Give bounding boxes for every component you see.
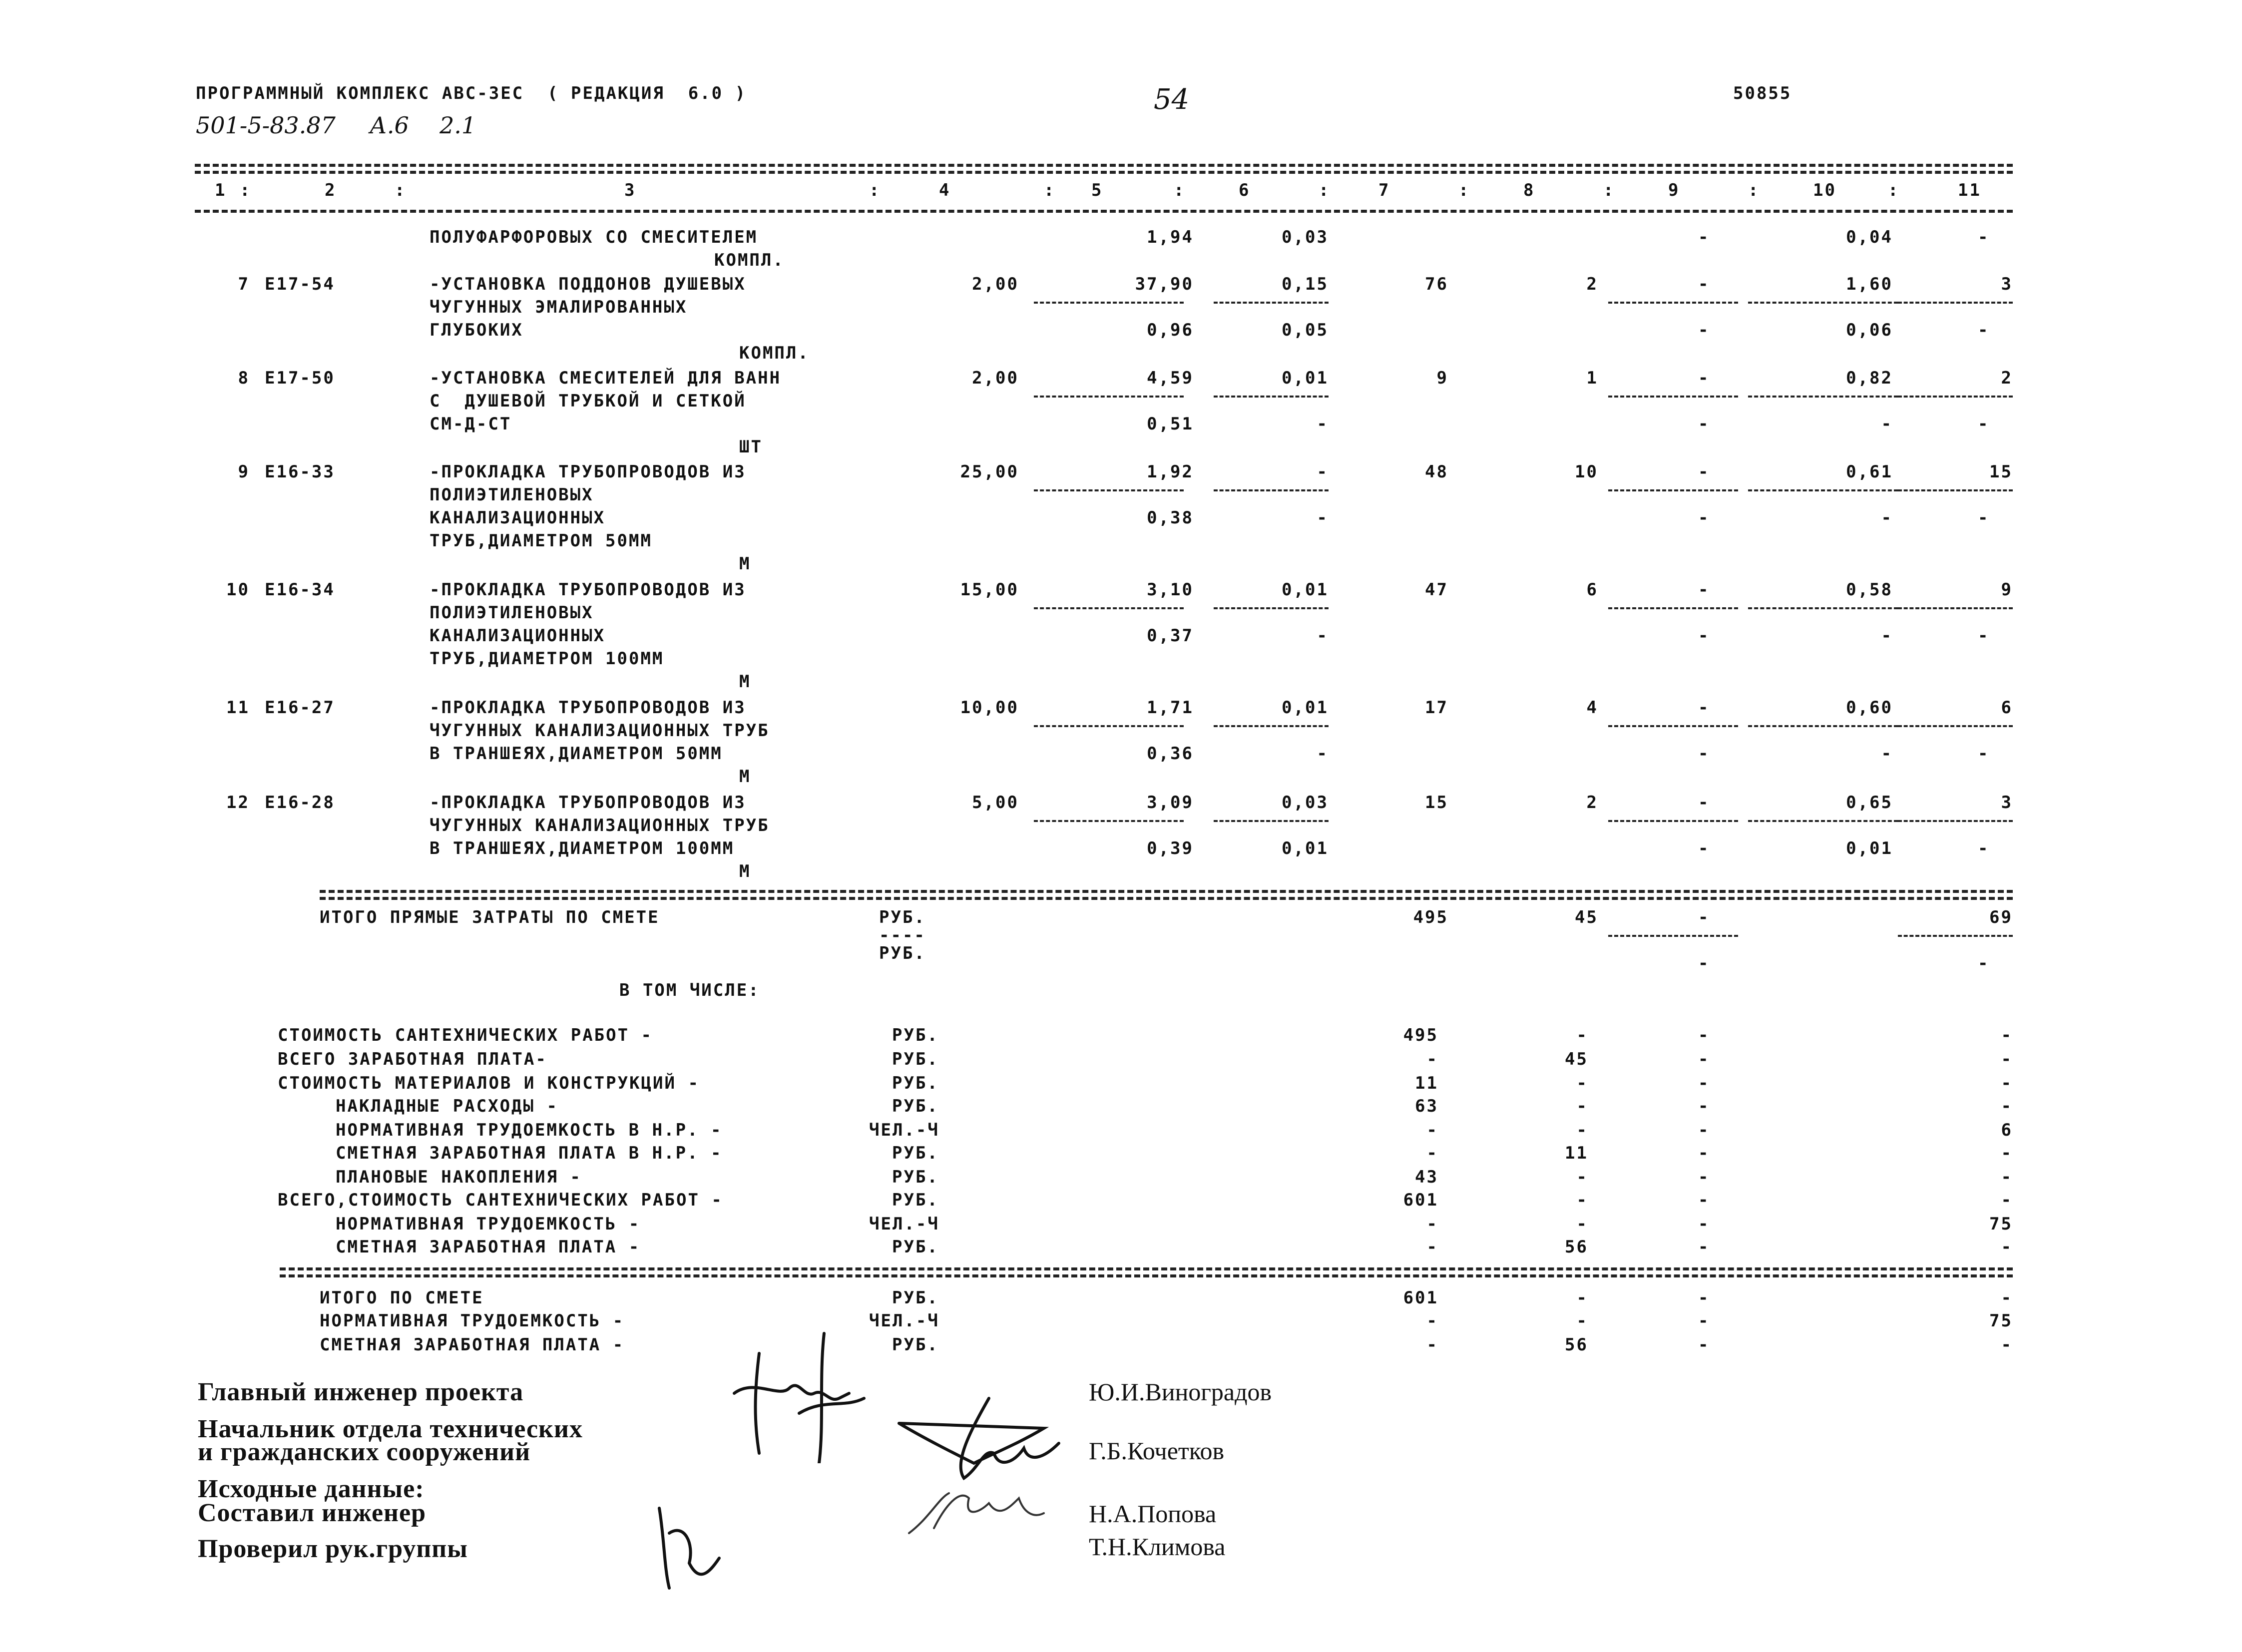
compiled-name: Н.А.Попова — [1089, 1500, 1217, 1528]
cell-c10-wage: - — [1881, 744, 1893, 764]
total-item-c11: - — [2001, 1143, 2013, 1163]
column-header-8: 8 — [1523, 180, 1535, 200]
source-data-label: Исходные данные: — [198, 1475, 425, 1503]
cell-c6-wage: 0,05 — [1282, 320, 1329, 340]
total-item-c11: - — [2001, 1073, 2013, 1093]
final-total-unit: ЧЕЛ.-Ч — [869, 1311, 939, 1331]
column-header-3: 3 — [624, 180, 636, 200]
final-total-c9: - — [1698, 1288, 1710, 1308]
total-item-c7: 495 — [1403, 1025, 1438, 1045]
cell-c5-total: 37,90 — [1135, 274, 1194, 294]
signature-chief-engineer — [724, 1323, 874, 1463]
cell-c10-wage: - — [1881, 626, 1893, 646]
cell-c10-wage: - — [1881, 414, 1893, 434]
table-header-rule — [195, 210, 2013, 213]
cell-c6-total: 0,01 — [1282, 368, 1329, 388]
row-description-line: ЧУГУННЫХ КАНАЛИЗАЦИОННЫХ ТРУБ — [430, 721, 770, 741]
direct-c8: 45 — [1575, 907, 1598, 927]
cell-c7: 15 — [1425, 793, 1448, 813]
row-unit: М — [739, 672, 751, 692]
column-separator: : — [1748, 180, 1760, 200]
cell-c11: - — [1978, 227, 1990, 247]
cell-c8: 6 — [1586, 580, 1598, 600]
cell-c6-total: 0,03 — [1282, 793, 1329, 813]
total-item-unit: РУБ. — [892, 1096, 939, 1116]
cell-c5: 1,94 — [1147, 227, 1194, 247]
total-item-label: НАКЛАДНЫЕ РАСХОДЫ - — [336, 1096, 558, 1116]
total-item-unit: РУБ. — [892, 1190, 939, 1210]
cell-c8: 4 — [1586, 698, 1598, 718]
total-item-c7: - — [1426, 1143, 1438, 1163]
total-item-c11: 6 — [2001, 1120, 2013, 1140]
dashed-separator — [1748, 820, 1898, 822]
total-item-c7: 601 — [1403, 1190, 1438, 1210]
cell-c5-wage: 0,37 — [1147, 626, 1194, 646]
cell-c7: 9 — [1436, 368, 1448, 388]
dashed-separator — [1898, 489, 2013, 491]
total-item-c7: - — [1426, 1237, 1438, 1257]
direct-c9-second: - — [1698, 953, 1710, 973]
total-item-c8: - — [1576, 1167, 1588, 1187]
direct-c11-second: - — [1978, 953, 1990, 973]
total-item-c8: - — [1576, 1190, 1588, 1210]
including-label: В ТОМ ЧИСЛЕ: — [619, 980, 760, 1000]
final-total-c7: - — [1426, 1311, 1438, 1331]
dashed-separator — [1214, 725, 1329, 727]
dashed-separator — [1034, 820, 1184, 822]
dashed-separator — [1034, 725, 1184, 727]
cell-c5-wage: 0,38 — [1147, 508, 1194, 528]
cell-c5-wage: 0,51 — [1147, 414, 1194, 434]
total-item-c8: - — [1576, 1025, 1588, 1045]
chief-engineer-name: Ю.И.Виноградов — [1089, 1378, 1272, 1406]
cell-c8: 10 — [1575, 462, 1598, 482]
totals-rule — [320, 890, 2013, 893]
cell-c6-total: 0,15 — [1282, 274, 1329, 294]
cell-c9-wage: - — [1698, 626, 1710, 646]
row-description-line: ТРУБ,ДИАМЕТРОМ 100ММ — [430, 649, 664, 669]
column-header-4: 4 — [939, 180, 951, 200]
final-rule — [280, 1267, 2013, 1270]
total-item-unit: РУБ. — [892, 1237, 939, 1257]
row-description-line: В ТРАНШЕЯХ,ДИАМЕТРОМ 100ММ — [430, 838, 735, 858]
row-unit: КОМПЛ. — [739, 343, 810, 363]
row-unit: М — [739, 861, 751, 881]
column-header-10: 10 — [1813, 180, 1836, 200]
cell-c6-total: 0,01 — [1282, 698, 1329, 718]
dashed-separator — [1898, 396, 2013, 398]
direct-costs-unit-2: РУБ. — [879, 943, 926, 963]
cell-qty: 2,00 — [972, 368, 1019, 388]
row-number: 8 — [238, 368, 250, 388]
cell-c9-wage: - — [1698, 414, 1710, 434]
cell-c5-total: 1,71 — [1147, 698, 1194, 718]
cell-c6-wage: 0,01 — [1282, 838, 1329, 858]
column-separator: : — [240, 180, 252, 200]
row-unit: М — [739, 767, 751, 787]
cell-c9-total: - — [1698, 274, 1710, 294]
cell-c7: 17 — [1425, 698, 1448, 718]
total-item-unit: РУБ. — [892, 1049, 939, 1069]
album-number: А.6 — [370, 112, 409, 139]
dashed-separator — [1748, 396, 1898, 398]
column-header-11: 11 — [1958, 180, 1981, 200]
cell-qty: 25,00 — [960, 462, 1019, 482]
total-item-unit: РУБ. — [892, 1025, 939, 1045]
table-top-rule-2 — [195, 171, 2013, 174]
dashed-separator — [1034, 302, 1184, 304]
row-description-line: ПОЛИЭТИЛЕНОВЫХ — [430, 603, 594, 623]
row-number: 7 — [238, 274, 250, 294]
dashed-separator — [1748, 302, 1898, 304]
cell-c11-wage: - — [1978, 508, 1990, 528]
cell-c6-wage: - — [1317, 508, 1329, 528]
total-item-label: ВСЕГО ЗАРАБОТНАЯ ПЛАТА- — [278, 1049, 547, 1069]
column-header-2: 2 — [325, 180, 337, 200]
column-header-9: 9 — [1668, 180, 1680, 200]
dashed-separator — [1034, 607, 1184, 609]
cell-c9-wage: - — [1698, 508, 1710, 528]
final-total-c11: - — [2001, 1288, 2013, 1308]
cell-c10-wage: - — [1881, 508, 1893, 528]
cell-qty: 2,00 — [972, 274, 1019, 294]
row-code: Е17-50 — [265, 368, 335, 388]
dashed-separator — [1898, 725, 2013, 727]
dashed-separator — [1214, 396, 1329, 398]
compiled-title: Составил инженер — [198, 1499, 427, 1527]
cell-c7: 47 — [1425, 580, 1448, 600]
cell-c11: 3 — [2001, 793, 2013, 813]
row-code: Е16-28 — [265, 793, 335, 813]
dashed-separator — [1608, 820, 1738, 822]
dashed-separator — [1898, 820, 2013, 822]
dashed-separator — [1608, 396, 1738, 398]
dashed-separator — [1748, 725, 1898, 727]
total-item-c9: - — [1698, 1143, 1710, 1163]
dashed-separator — [1214, 489, 1329, 491]
dept-head-title-2: и гражданских сооружений — [198, 1438, 531, 1466]
direct-costs-unit: РУБ. — [879, 907, 926, 927]
cell-c11: 15 — [1989, 462, 2013, 482]
cell-c6-total: - — [1317, 462, 1329, 482]
direct-c11: 69 — [1989, 907, 2013, 927]
total-item-c8: 56 — [1565, 1237, 1588, 1257]
total-item-c9: - — [1698, 1120, 1710, 1140]
chief-engineer-title: Главный инженер проекта — [198, 1378, 524, 1406]
totals-rule-2 — [320, 897, 2013, 900]
dashed-separator — [1608, 489, 1738, 491]
row-description-line: -ПРОКЛАДКА ТРУБОПРОВОДОВ ИЗ — [430, 580, 746, 600]
cell-qty: 15,00 — [960, 580, 1019, 600]
total-item-c8: - — [1576, 1120, 1588, 1140]
row-description-line: -ПРОКЛАДКА ТРУБОПРОВОДОВ ИЗ — [430, 462, 746, 482]
total-item-c7: - — [1426, 1214, 1438, 1234]
row-description-line: С ДУШЕВОЙ ТРУБКОЙ И СЕТКОЙ — [430, 391, 746, 411]
cell-c5-wage: 0,36 — [1147, 744, 1194, 764]
row-code: Е16-33 — [265, 462, 335, 482]
signature-dept-head — [894, 1393, 1084, 1488]
total-item-label: ВСЕГО,СТОИМОСТЬ САНТЕХНИЧЕСКИХ РАБОТ - — [278, 1190, 723, 1210]
row-description-line: КАНАЛИЗАЦИОННЫХ — [430, 626, 606, 646]
cell-c7: 48 — [1425, 462, 1448, 482]
cell-c10-total: 0,58 — [1846, 580, 1893, 600]
page-number: 54 — [1154, 83, 1190, 116]
cell-c6: 0,03 — [1282, 227, 1329, 247]
signature-checker — [649, 1498, 729, 1593]
total-item-c9: - — [1698, 1096, 1710, 1116]
cell-c9-wage: - — [1698, 320, 1710, 340]
total-item-c8: - — [1576, 1073, 1588, 1093]
total-item-label: ПЛАНОВЫЕ НАКОПЛЕНИЯ - — [336, 1167, 582, 1187]
total-item-c7: - — [1426, 1120, 1438, 1140]
total-item-c11: - — [2001, 1096, 2013, 1116]
total-item-c8: 11 — [1565, 1143, 1588, 1163]
final-total-unit: РУБ. — [892, 1335, 939, 1355]
cell-c11: 6 — [2001, 698, 2013, 718]
total-item-c8: - — [1576, 1096, 1588, 1116]
total-item-c7: - — [1426, 1049, 1438, 1069]
cell-c9-total: - — [1698, 698, 1710, 718]
final-total-c11: 75 — [1989, 1311, 2013, 1331]
cell-c9-total: - — [1698, 368, 1710, 388]
dashed-separator — [1214, 302, 1329, 304]
row-number: 11 — [226, 698, 250, 718]
cell-c11-wage: - — [1978, 626, 1990, 646]
row-code: Е16-34 — [265, 580, 335, 600]
final-total-c9: - — [1698, 1311, 1710, 1331]
cell-c6-wage: - — [1317, 414, 1329, 434]
cell-c11: 2 — [2001, 368, 2013, 388]
cell-c9-wage: - — [1698, 838, 1710, 858]
total-item-c11: - — [2001, 1167, 2013, 1187]
total-item-label: СМЕТНАЯ ЗАРАБОТНАЯ ПЛАТА - — [336, 1237, 641, 1257]
cell-c10-total: 0,82 — [1846, 368, 1893, 388]
cell-c9-total: - — [1698, 462, 1710, 482]
column-separator: : — [1319, 180, 1331, 200]
row-description-line: -УСТАНОВКА ПОДДОНОВ ДУШЕВЫХ — [430, 274, 746, 294]
column-separator: : — [1044, 180, 1056, 200]
column-separator: : — [869, 180, 881, 200]
dept-head-name: Г.Б.Кочетков — [1089, 1437, 1225, 1465]
doc-number: 50855 — [1733, 83, 1792, 103]
direct-costs-unit-separator: ---- — [879, 925, 926, 945]
cell-qty: 5,00 — [972, 793, 1019, 813]
checked-title: Проверил рук.группы — [198, 1535, 468, 1563]
cell-c7: 76 — [1425, 274, 1448, 294]
cell-c9: - — [1698, 227, 1710, 247]
total-item-label: НОРМАТИВНАЯ ТРУДОЕМКОСТЬ - — [336, 1214, 641, 1234]
total-item-c8: 45 — [1565, 1049, 1588, 1069]
cell-c9-wage: - — [1698, 744, 1710, 764]
direct-costs-label: ИТОГО ПРЯМЫЕ ЗАТРАТЫ ПО СМЕТЕ — [320, 907, 660, 927]
cell-c8: 2 — [1586, 793, 1598, 813]
column-separator: : — [395, 180, 407, 200]
cell-c8: 1 — [1586, 368, 1598, 388]
cell-c6-total: 0,01 — [1282, 580, 1329, 600]
cell-c11: 3 — [2001, 274, 2013, 294]
column-separator: : — [1603, 180, 1615, 200]
final-rule-2 — [280, 1274, 2013, 1277]
total-item-label: СТОИМОСТЬ МАТЕРИАЛОВ И КОНСТРУКЦИЙ - — [278, 1073, 700, 1093]
dashed-separator — [1898, 607, 2013, 609]
cell-c5-total: 3,10 — [1147, 580, 1194, 600]
cell-c8: 2 — [1586, 274, 1598, 294]
row-description-line: -ПРОКЛАДКА ТРУБОПРОВОДОВ ИЗ — [430, 698, 746, 718]
direct-c9: - — [1698, 907, 1710, 927]
dashed-separator — [1898, 302, 2013, 304]
final-total-label: НОРМАТИВНАЯ ТРУДОЕМКОСТЬ - — [320, 1311, 625, 1331]
cell-c5-wage: 0,39 — [1147, 838, 1194, 858]
column-header-7: 7 — [1378, 180, 1390, 200]
cell-c5-total: 3,09 — [1147, 793, 1194, 813]
total-item-c9: - — [1698, 1214, 1710, 1234]
total-item-c11: - — [2001, 1237, 2013, 1257]
row-unit: ШТ — [739, 437, 763, 457]
total-item-c9: - — [1698, 1167, 1710, 1187]
cell-c9-total: - — [1698, 793, 1710, 813]
final-total-unit: РУБ. — [892, 1288, 939, 1308]
cell-c6-wage: - — [1317, 626, 1329, 646]
final-total-c8: - — [1576, 1288, 1588, 1308]
total-item-unit: РУБ. — [892, 1167, 939, 1187]
cell-c11-wage: - — [1978, 320, 1990, 340]
row-number: 9 — [238, 462, 250, 482]
total-item-unit: ЧЕЛ.-Ч — [869, 1120, 939, 1140]
row-description-line: -УСТАНОВКА СМЕСИТЕЛЕЙ ДЛЯ ВАНН — [430, 368, 782, 388]
total-item-c7: 43 — [1415, 1167, 1438, 1187]
row-description-line: ГЛУБОКИХ — [430, 320, 523, 340]
total-item-c9: - — [1698, 1073, 1710, 1093]
total-item-unit: РУБ. — [892, 1073, 939, 1093]
cell-c10-wage: 0,01 — [1846, 838, 1893, 858]
direct-c7: 495 — [1413, 907, 1448, 927]
table-top-rule — [195, 164, 2013, 167]
dept-head-title-1: Начальник отдела технических — [198, 1415, 583, 1443]
cell-c6-wage: - — [1317, 744, 1329, 764]
column-separator: : — [1888, 180, 1900, 200]
cell-c5-total: 4,59 — [1147, 368, 1194, 388]
column-header-1: 1 — [215, 180, 227, 200]
total-item-label: СТОИМОСТЬ САНТЕХНИЧЕСКИХ РАБОТ - — [278, 1025, 653, 1045]
total-item-c11: - — [2001, 1190, 2013, 1210]
cell-c10-wage: 0,06 — [1846, 320, 1893, 340]
part-number: 2.1 — [440, 112, 476, 139]
program-title: ПРОГРАММНЫЙ КОМПЛЕКС АВС-3ЕС ( РЕДАКЦИЯ 6.0 ) — [196, 83, 747, 103]
final-total-label: СМЕТНАЯ ЗАРАБОТНАЯ ПЛАТА - — [320, 1335, 625, 1355]
column-header-5: 5 — [1091, 180, 1103, 200]
final-total-c8: - — [1576, 1311, 1588, 1331]
total-item-label: НОРМАТИВНАЯ ТРУДОЕМКОСТЬ В Н.Р. - — [336, 1120, 723, 1140]
final-total-c11: - — [2001, 1335, 2013, 1355]
dashed-separator — [1608, 725, 1738, 727]
total-item-c7: 11 — [1415, 1073, 1438, 1093]
cell-c11-wage: - — [1978, 838, 1990, 858]
total-item-unit: ЧЕЛ.-Ч — [869, 1214, 939, 1234]
cell-c11-wage: - — [1978, 744, 1990, 764]
total-item-c11: 75 — [1989, 1214, 2013, 1234]
cell-c11-wage: - — [1978, 414, 1990, 434]
row-code: Е17-54 — [265, 274, 335, 294]
total-item-label: СМЕТНАЯ ЗАРАБОТНАЯ ПЛАТА В Н.Р. - — [336, 1143, 723, 1163]
dashed-separator — [1748, 489, 1898, 491]
total-item-c7: 63 — [1415, 1096, 1438, 1116]
final-total-c7: 601 — [1403, 1288, 1438, 1308]
dashed-separator — [1214, 820, 1329, 822]
cell-c10-total: 1,60 — [1846, 274, 1893, 294]
row-description-line: В ТРАНШЕЯХ,ДИАМЕТРОМ 50ММ — [430, 744, 723, 764]
cell-c10-total: 0,65 — [1846, 793, 1893, 813]
row-unit: М — [739, 554, 751, 574]
row-number: 10 — [226, 580, 250, 600]
row-description-line: ТРУБ,ДИАМЕТРОМ 50ММ — [430, 531, 652, 551]
continuation-desc-line: ПОЛУФАРФОРОВЫХ СО СМЕСИТЕЛЕМ — [430, 227, 758, 247]
column-header-6: 6 — [1239, 180, 1251, 200]
column-separator: : — [1458, 180, 1470, 200]
cell-qty: 10,00 — [960, 698, 1019, 718]
cell-c10: 0,04 — [1846, 227, 1893, 247]
total-item-c9: - — [1698, 1190, 1710, 1210]
cell-c9-total: - — [1698, 580, 1710, 600]
row-code: Е16-27 — [265, 698, 335, 718]
row-description-line: СМ-Д-СТ — [430, 414, 512, 434]
total-item-c9: - — [1698, 1025, 1710, 1045]
cell-c11: 9 — [2001, 580, 2013, 600]
row-description-line: КАНАЛИЗАЦИОННЫХ — [430, 508, 606, 528]
cell-c5-wage: 0,96 — [1147, 320, 1194, 340]
row-number: 12 — [226, 793, 250, 813]
total-item-c8: - — [1576, 1214, 1588, 1234]
cell-c10-total: 0,61 — [1846, 462, 1893, 482]
dashed-separator — [1608, 607, 1738, 609]
dashed-separator — [1034, 396, 1184, 398]
total-item-c11: - — [2001, 1025, 2013, 1045]
column-separator: : — [1174, 180, 1186, 200]
signature-compiler — [899, 1478, 1049, 1548]
dashed-separator — [1034, 489, 1184, 491]
cell-c5-total: 1,92 — [1147, 462, 1194, 482]
dashed-separator — [1748, 607, 1898, 609]
final-total-c9: - — [1698, 1335, 1710, 1355]
continuation-unit: КОМПЛ. — [714, 250, 785, 270]
dashed-separator — [1608, 935, 1738, 937]
total-item-c11: - — [2001, 1049, 2013, 1069]
row-description-line: -ПРОКЛАДКА ТРУБОПРОВОДОВ ИЗ — [430, 793, 746, 813]
dashed-separator — [1214, 607, 1329, 609]
row-description-line: ЧУГУННЫХ ЭМАЛИРОВАННЫХ — [430, 297, 688, 317]
final-total-label: ИТОГО ПО СМЕТЕ — [320, 1288, 484, 1308]
row-description-line: ЧУГУННЫХ КАНАЛИЗАЦИОННЫХ ТРУБ — [430, 816, 770, 835]
checked-name: Т.Н.Климова — [1089, 1533, 1226, 1561]
total-item-unit: РУБ. — [892, 1143, 939, 1163]
cell-c10-total: 0,60 — [1846, 698, 1893, 718]
final-total-c7: - — [1426, 1335, 1438, 1355]
dashed-separator — [1898, 935, 2013, 937]
total-item-c9: - — [1698, 1049, 1710, 1069]
final-total-c8: 56 — [1565, 1335, 1588, 1355]
total-item-c9: - — [1698, 1237, 1710, 1257]
doc-code: 501-5-83.87 — [196, 112, 336, 139]
row-description-line: ПОЛИЭТИЛЕНОВЫХ — [430, 485, 594, 505]
dashed-separator — [1608, 302, 1738, 304]
